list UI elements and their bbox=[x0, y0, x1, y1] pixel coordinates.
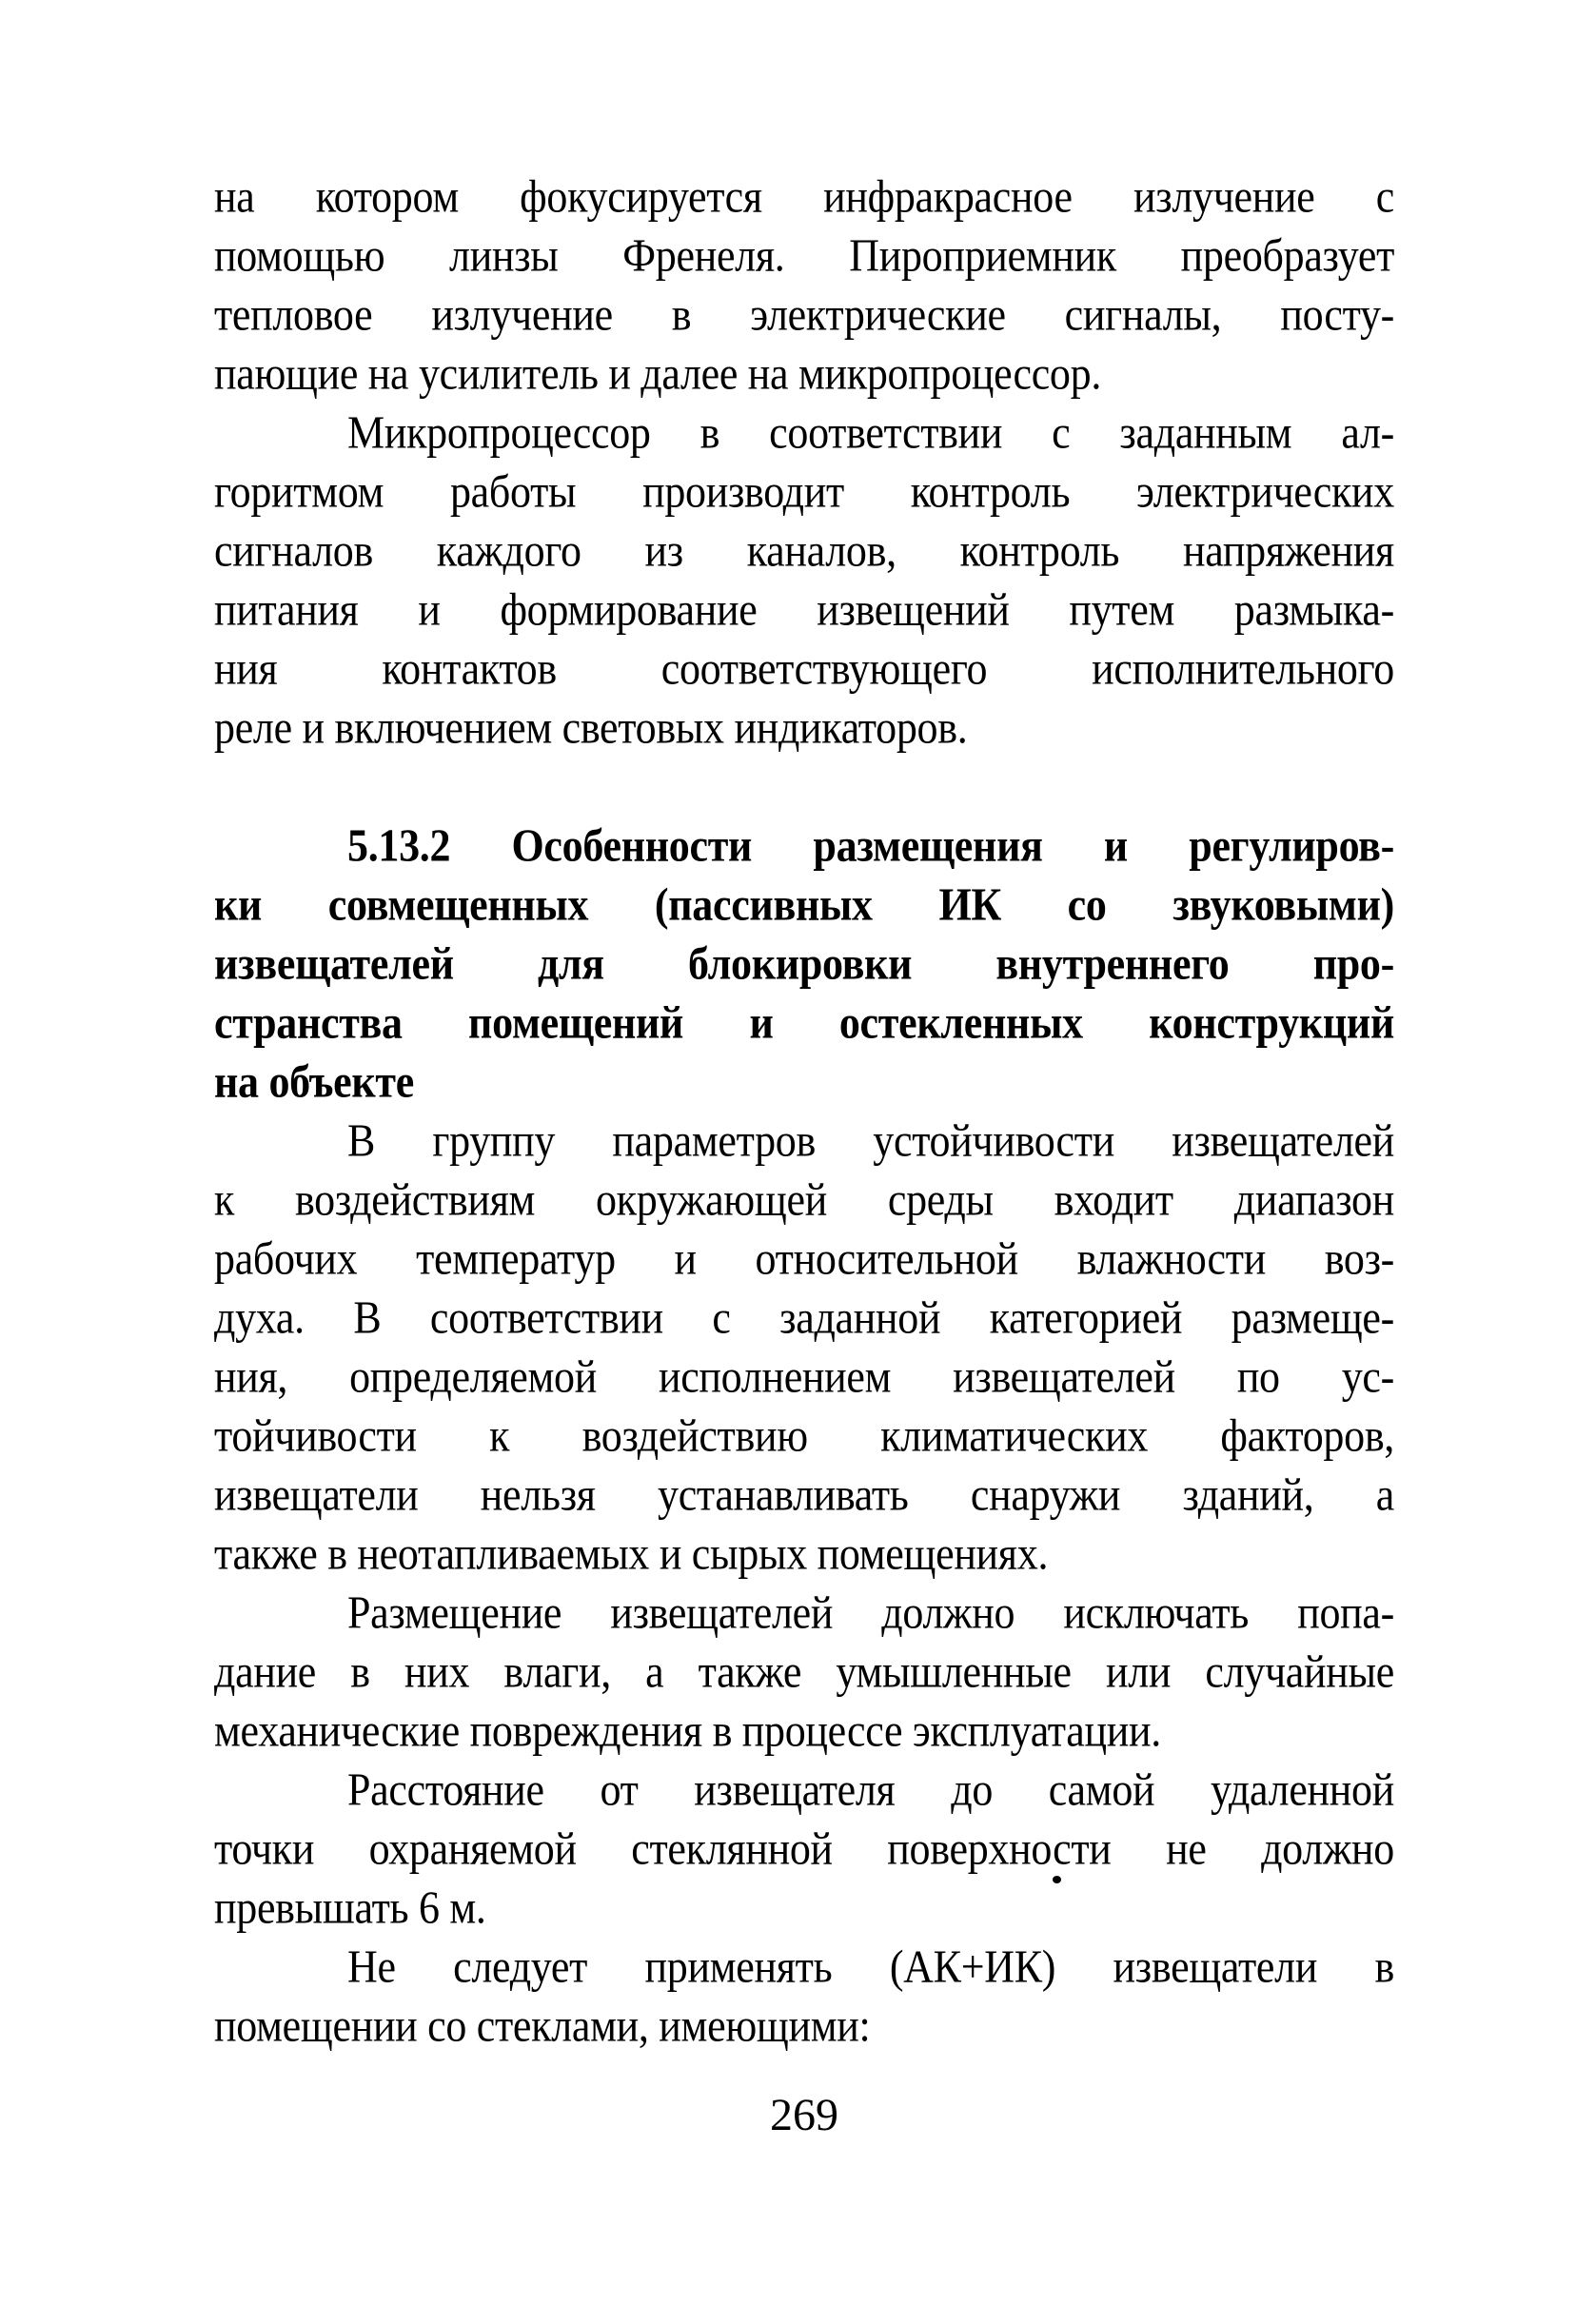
text-line: также в неотапливаемых и сырых помещениях. bbox=[214, 1527, 1049, 1580]
heading-line: 5.13.2 Особенности размещения и регулиров- bbox=[347, 819, 1394, 872]
heading-line: на объекте bbox=[214, 1055, 414, 1108]
text-line: пающие на усилитель и далее на микропроцессор. bbox=[214, 347, 1102, 400]
paragraph-ak-ik-restriction bbox=[214, 1938, 1394, 2056]
text-block bbox=[214, 167, 1394, 2056]
section-heading-5-13-2 bbox=[214, 817, 1394, 1112]
text-line: дание в них влаги, а также умышленные или случайные bbox=[214, 1645, 1394, 1698]
text-line: тепловое излучение в электрические сигналы, посту- bbox=[214, 288, 1394, 341]
text-line: тойчивости к воздействию климатических факторов, bbox=[214, 1409, 1394, 1462]
text-line: Микропроцессор в соответствии с заданным ал- bbox=[347, 406, 1394, 459]
text-line: В группу параметров устойчивости извещателей bbox=[347, 1114, 1394, 1167]
text-line: к воздействиям окружающей среды входит диапазон bbox=[214, 1173, 1394, 1226]
heading-gap bbox=[214, 758, 1394, 817]
text-line: Расстояние от извещателя до самой удаленной bbox=[347, 1763, 1394, 1816]
text-line: рабочих температур и относительной влажности воз- bbox=[214, 1232, 1394, 1285]
text-line: механические повреждения в процессе эксплуатации. bbox=[214, 1704, 1161, 1757]
paragraph-moisture-protection bbox=[214, 1584, 1394, 1761]
text-line: точки охраняемой стеклянной поверхности не должно bbox=[214, 1822, 1394, 1875]
heading-line: странства помещений и остекленных конструкций bbox=[214, 996, 1394, 1049]
paragraph-distance-limit bbox=[214, 1761, 1394, 1938]
scan-artifact-dot bbox=[1053, 1876, 1061, 1883]
text-line: горитмом работы производит контроль электрических bbox=[214, 465, 1394, 518]
page-number: 269 bbox=[770, 2090, 838, 2140]
text-line: помещении со стеклами, имеющими: bbox=[214, 2000, 871, 2052]
paragraph-continuation bbox=[214, 167, 1394, 404]
text-line: помощью линзы Френеля. Пироприемник преобразует bbox=[214, 229, 1394, 282]
heading-line: ки совмещенных (пассивных ИК со звуковыми) bbox=[214, 878, 1394, 931]
text-line: Не следует применять (АК+ИК) извещатели в bbox=[347, 1941, 1394, 1993]
text-line: извещатели нельзя устанавливать снаружи зданий, а bbox=[214, 1468, 1394, 1521]
text-line: реле и включением световых индикаторов. bbox=[214, 701, 968, 754]
text-line: питания и формирование извещений путем размыка- bbox=[214, 583, 1394, 636]
paragraph-microprocessor bbox=[214, 404, 1394, 758]
text-line: сигналов каждого из каналов, контроль напряжения bbox=[214, 524, 1394, 577]
text-line: на котором фокусируется инфракрасное излучение с bbox=[214, 170, 1394, 223]
heading-line: извещателей для блокировки внутреннего про- bbox=[214, 937, 1394, 990]
text-line: ния контактов соответствующего исполнительного bbox=[214, 642, 1394, 695]
text-line: превышать 6 м. bbox=[214, 1881, 486, 1934]
text-line: Размещение извещателей должно исключать попа- bbox=[347, 1586, 1394, 1639]
paragraph-environment-parameters bbox=[214, 1112, 1394, 1584]
text-line: ния, определяемой исполнением извещателей по ус- bbox=[214, 1350, 1394, 1403]
text-line: духа. В соответствии с заданной категорией размеще- bbox=[214, 1291, 1394, 1344]
